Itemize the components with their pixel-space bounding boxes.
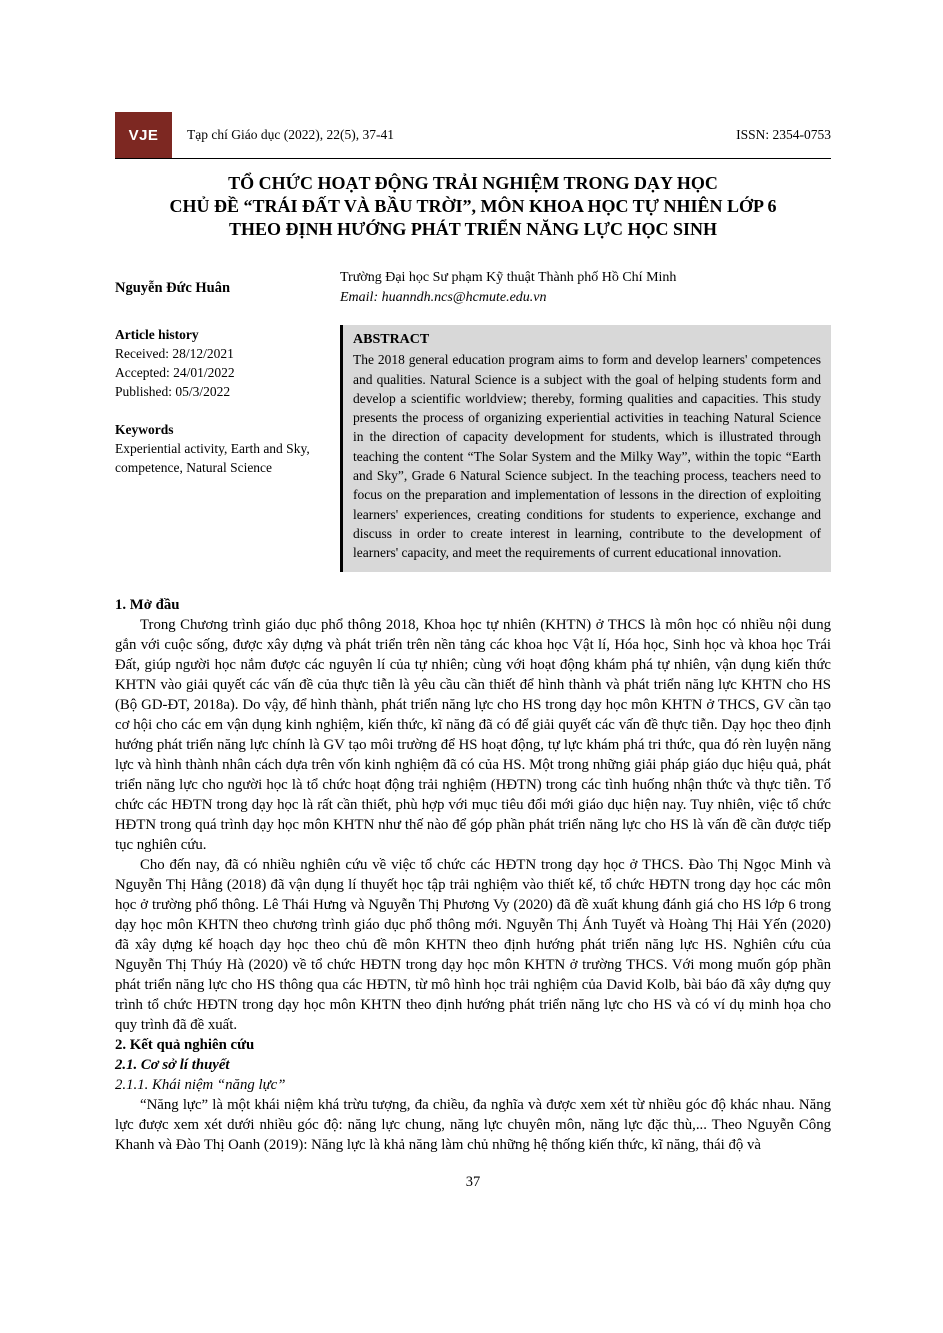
received-date: Received: 28/12/2021 — [115, 346, 234, 361]
accepted-date: Accepted: 24/01/2022 — [115, 365, 235, 380]
journal-header — [115, 112, 831, 159]
body-paragraph-3: “Năng lực” là một khái niệm khá trừu tượng, đa chiều, đa nghĩa và được xem xét từ nhiều góc độ khác nhau. Năng lực được xem xét dưới nhiều góc độ: năng lực chung, năng lực chuyên môn, năng lực đặc thù,... Theo Nguyễn Công Khanh và Đào Thị Oanh (2019): Năng lực là khả năng làm chủ những hệ thống kiến thức, kĩ năng, thái độ và — [115, 1096, 831, 1153]
article-body — [115, 595, 831, 1155]
author-name: Nguyễn Đức Huân — [115, 279, 231, 296]
keywords-text: Experiential activity, Earth and Sky, competence, Natural Science — [115, 441, 310, 475]
article-title — [115, 172, 831, 241]
abstract-label: ABSTRACT — [353, 332, 430, 347]
section-heading-1: 1. Mở đầu — [115, 596, 180, 613]
affiliation-block — [340, 268, 831, 308]
page-content — [115, 112, 831, 1155]
author-affiliation: Trường Đại học Sư phạm Kỹ thuật Thành phố Hồ Chí Minh — [340, 270, 677, 285]
title-line-3: THEO ĐỊNH HƯỚNG PHÁT TRIỂN NĂNG LỰC HỌC SINH — [228, 219, 718, 239]
article-info-row — [115, 325, 831, 572]
title-line-1: TỔ CHỨC HOẠT ĐỘNG TRẢI NGHIỆM TRONG DẠY HỌC — [228, 173, 718, 193]
body-paragraph-1: Trong Chương trình giáo dục phổ thông 2018, Khoa học tự nhiên (KHTN) ở THCS là môn học có nhiều nội dung gắn với cuộc sống, được xây dựng và phát triển trên nền tảng các khoa học Vật lí, Hóa học, Sinh học và khoa học Trái Đất, giúp người học nắm được các nguyên lí của tự nhiên; cùng với hoạt động khám phá tự nhiên, vận dụng kiến thức KHTN vào giải quyết các vấn đề của thực tiễn là yêu cầu cần thiết để hình thành và phát triển năng lực KHTN cho HS (Bộ GD-ĐT, 2018a). Do vậy, để hình thành, phát triển năng lực cho HS trong dạy học môn KHTN ở THCS, GV cần tạo cơ hội cho các em vận dụng kinh nghiệm, kiến thức, kĩ năng đã có để giải quyết các vấn đề thực tiễn. Dạy học theo định hướng phát triển năng lực chính là GV tạo môi trường để HS hoạt động, tự lực khám phá tri thức, qua đó rèn luyện năng lực và hình thành nhân cách dựa trên vốn kinh nghiệm đã có của HS. Một trong những giải pháp giáo dục hiệu quả, phát triển năng lực cho người học là tổ chức hoạt động trải nghiệm (HĐTN) trong các tình huống nhận thức và thực tiễn. Tổ chức các HĐTN trong dạy học là rất cần thiết, phù hợp với mục tiêu đổi mới giáo dục hiện nay. Tuy nhiên, việc tổ chức HĐTN trong quá trình dạy học môn KHTN như thế nào để góp phần phát triển năng lực cho HS là vấn đề cần được tiếp tục nghiên cứu. — [115, 616, 831, 853]
article-history-label: Article history — [115, 327, 199, 342]
journal-citation: Tạp chí Giáo dục (2022), 22(5), 37-41 — [187, 127, 394, 142]
section-heading-2: 2. Kết quả nghiên cứu — [115, 1036, 255, 1053]
author-block — [115, 268, 831, 308]
keywords-label: Keywords — [115, 422, 174, 437]
section-heading-2-1: 2.1. Cơ sở lí thuyết — [115, 1056, 230, 1073]
article-info-column — [115, 325, 340, 477]
abstract-box — [340, 325, 831, 572]
published-date: Published: 05/3/2022 — [115, 384, 231, 399]
journal-logo: VJE — [115, 112, 172, 158]
abstract-text: The 2018 general education program aims to form and develop learners' competences and qualities. Natural Science is a subject with the goal of helping students form and develop a scientific worldview; thereby, forming qualities and capacities. This study presents the process of organizing experiential activities in teaching Natural Science in the direction of capacity development for students, which is illustrated through teaching the content “The Solar System and the Milky Way”, within the topic “Earth and Sky”, Grade 6 Natural Science subject. In the teaching process, teachers need to focus on the preparation and implementation of lessons in the direction of exploiting learners' experiences, creating conditions for students to experience, exchange and discuss in order to create interest in learning, contribute to the development of learners' capacity, and meet the requirements of current educational innovation. — [353, 352, 821, 561]
title-line-2: CHỦ ĐỀ “TRÁI ĐẤT VÀ BẦU TRỜI”, MÔN KHOA HỌC TỰ NHIÊN LỚP 6 — [169, 196, 777, 216]
author-email: Email: huanndh.ncs@hcmute.edu.vn — [340, 290, 547, 305]
body-paragraph-2: Cho đến nay, đã có nhiều nghiên cứu về việc tổ chức các HĐTN trong dạy học ở THCS. Đào Thị Ngọc Minh và Nguyễn Thị Hằng (2018) đã vận dụng lí thuyết học tập trải nghiệm vào thiết kế, tổ chức HĐTN trong dạy học các môn học ở trường phổ thông. Lê Thái Hưng và Nguyễn Thị Phương Vy (2020) đã đề xuất khung đánh giá cho HS lớp 6 trong dạy học môn KHTN theo chương trình giáo dục phổ thông mới. Nguyễn Thị Ánh Tuyết và Hoàng Thị Hải Yến (2020) đã xây dựng kế hoạch dạy học theo chủ đề môn KHTN theo định hướng phát triển năng lực HS. Nghiên cứu của Nguyễn Thị Thúy Hà (2020) về tổ chức HĐTN trong dạy học môn KHTN ở trường THCS. Với mong muốn góp phần phát triển năng lực cho HS thông qua các HĐTN, từ mô hình học trải nghiệm của David Kolb, bài báo đã xây dựng quy trình tổ chức HĐTN trong dạy học môn KHTN theo định hướng phát triển năng lực cho HS và có ví dụ minh họa cho quy trình đã đề xuất. — [115, 856, 831, 1033]
page-number: 37 — [465, 1174, 481, 1190]
journal-issn: ISSN: 2354-0753 — [736, 127, 831, 142]
section-heading-2-1-1: 2.1.1. Khái niệm “năng lực” — [115, 1076, 286, 1093]
